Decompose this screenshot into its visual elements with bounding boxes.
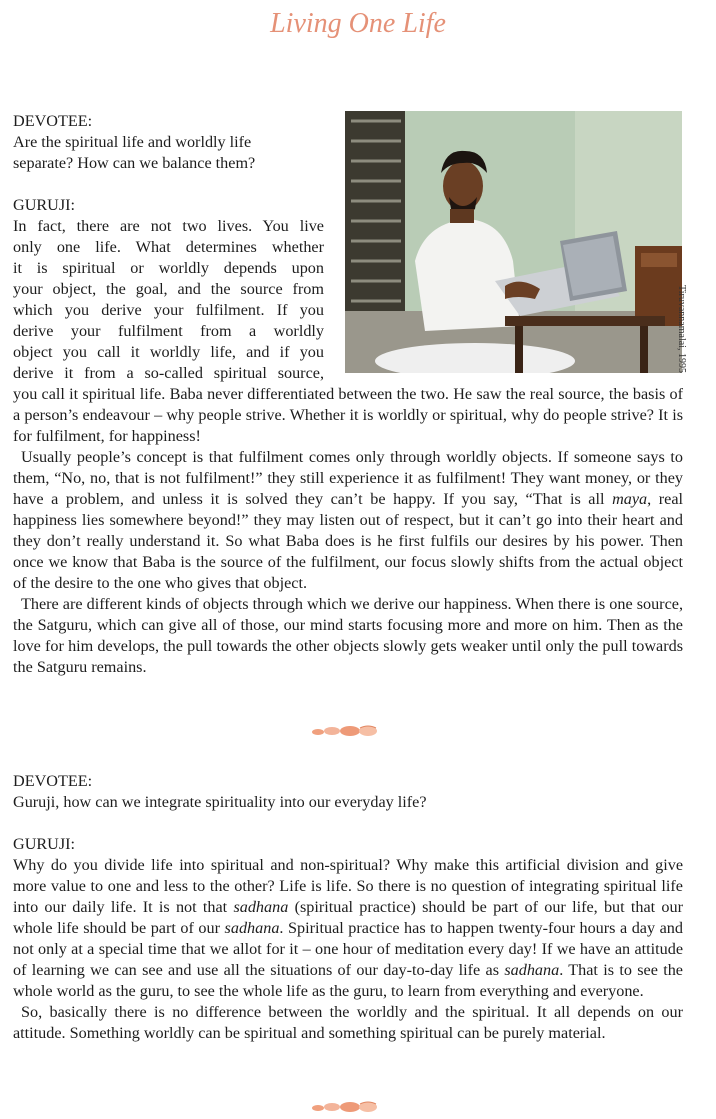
answer-line: In fact, there are not two lives. You live — [13, 217, 324, 235]
question-line-1: Are the spiritual life and worldly life — [13, 133, 252, 151]
answer-line: which you derive your fulfilment. If you — [13, 301, 324, 319]
spacer — [13, 174, 683, 195]
answer-line: derive it from a so-called spiritual source, — [13, 364, 324, 382]
flower-ornament-divider — [310, 1100, 382, 1114]
devotee-label: DEVOTEE: — [13, 112, 93, 130]
flower-ornament-divider — [310, 724, 382, 738]
question-line-2: separate? How can we balance them? — [13, 154, 256, 172]
answer-line: it is spiritual or worldly depends upon — [13, 259, 324, 277]
answer-paragraph-1 — [13, 855, 683, 1002]
italic-term: sadhana — [224, 919, 280, 937]
photo-credit: Tiruvannamalai, 1995 — [676, 285, 687, 373]
italic-term: sadhana — [233, 898, 289, 916]
guruji-label: GURUJI: — [13, 835, 76, 853]
answer-wrapped-lines — [13, 216, 324, 384]
para-text: (spiritual practice) should be part of our life, but that our whole life should be part of our — [13, 898, 684, 937]
para-text: Usually people’s concept is that fulfilment comes only through worldly objects. If someone says to them, “No, no, that is not fulfilment!” they still experience it as fulfilment! They want money, or they have a problem, and unless it is solved they can’t be happy. If you say, “That is all — [13, 448, 683, 508]
answer-paragraph-1-rest: you call it spiritual life. Baba never differentiated between the two. He saw the real source, the basis of a person’s endeavour – why people strive. Whether it is worldly or spiritual, why do people strive? It is for fulfilment, for happiness! — [13, 385, 683, 445]
devotee-label: DEVOTEE: — [13, 772, 93, 790]
question-text: Guruji, how can we integrate spirituality into our everyday life? — [13, 793, 427, 811]
answer-line: only one life. What determines whether — [13, 238, 324, 256]
italic-term: sadhana — [504, 961, 560, 979]
answer-paragraph-2: So, basically there is no difference between the worldly and the spiritual. It all depends on our attitude. Something worldly can be spiritual and something spiritual can be purely material. — [13, 1003, 683, 1042]
page-title: Living One Life — [270, 8, 446, 39]
answer-line: object you call it worldly life, and if you — [13, 343, 324, 361]
para-text: . Spiritual practice has to happen twenty-four hours a day and not only at a special time that we allot for it – one hour of meditation every day! If we have an attitude of learning we can see and use all the situations of our day-to-day life as — [13, 919, 683, 979]
para-text: , real happiness lies somewhere beyond!” they may listen out of respect, but it can’t go into their heart and they don’t really understand it. So what Baba does is he first fulfils our desires by his power. Then once we know that Baba is the source of the fulfilment, our focus slowly shifts from the actual object of the desire to the one who gives that object. — [13, 490, 683, 592]
answer-line: your object, the goal, and the source from — [13, 280, 324, 298]
para-text: . That is to see the whole world as the guru, to see the whole life as the guru, to learn from everything and everyone. — [13, 961, 683, 1000]
answer-line: derive your fulfilment from a worldly — [13, 322, 324, 340]
italic-term: maya — [612, 490, 648, 508]
guruji-label: GURUJI: — [13, 196, 76, 214]
answer-paragraph-2 — [13, 447, 683, 594]
qa-section-2 — [13, 771, 683, 1044]
answer-paragraph-3: There are different kinds of objects through which we derive our happiness. When there is one source, the Satguru, which can give all of those, our mind starts focusing more and more on him. Then as the love for him develops, the pull towards the other objects slowly gets weaker until only the pull towards the Satguru remains. — [13, 595, 683, 676]
qa-section-1 — [13, 111, 683, 678]
spacer — [13, 813, 683, 834]
para-text: Why do you divide life into spiritual and non-spiritual? Why make this artificial division and give more value to one and less to the other? Life is life. So there is no question of integrating spiritual life into our daily life. It is not that — [13, 856, 683, 916]
